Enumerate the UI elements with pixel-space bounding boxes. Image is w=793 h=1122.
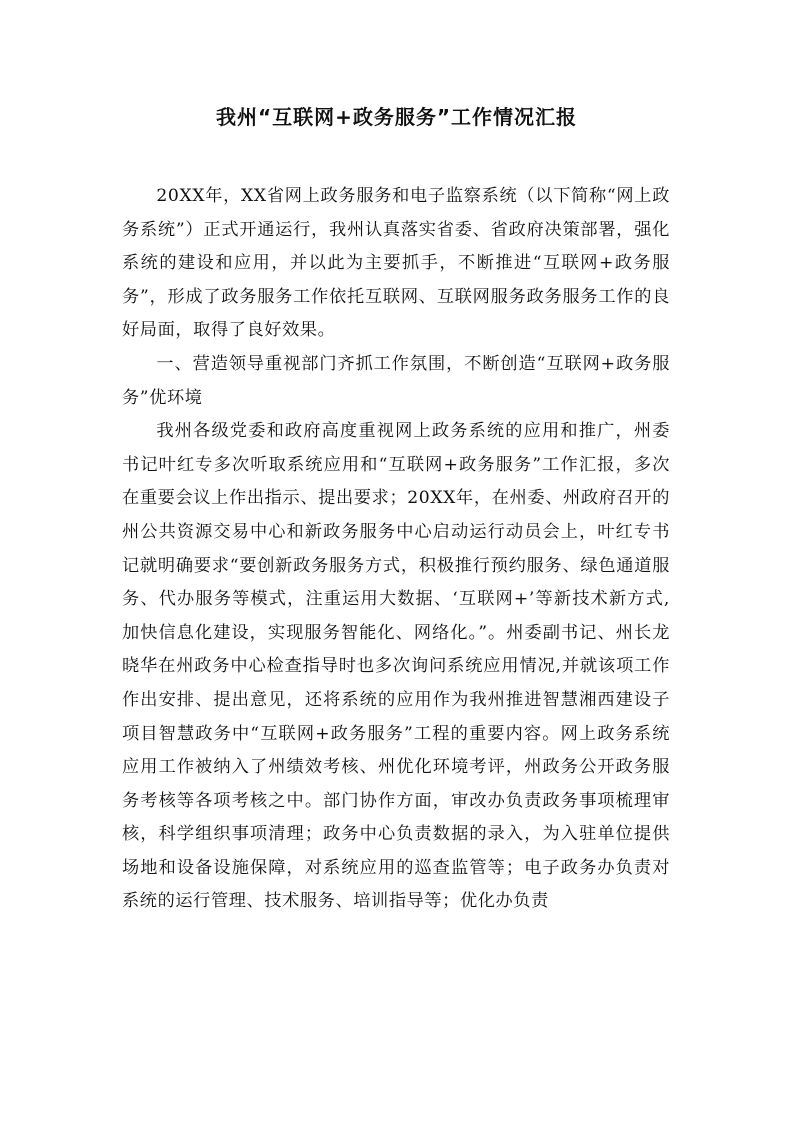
section-1-paragraph: 我州各级党委和政府高度重视网上政务系统的应用和推广，州委书记叶红专多次听取系统应用和“互联网+政务服务”工作汇报，多次在重要会议上作出指示、提出要求；20XX年，在州委、州政府召开的州公共资源交易中心和新政务服务中心启动运行动员会上，叶红专书记就明确要求“要创新政务服务方式，积极推行预约服务、绿色通道服务、代办服务等模式，注重运用大数据、‘互联网+’等新技术新方式,加快信息化建设，实现服务智能化、网络化。”。州委副书记、州长龙晓华在州政务中心检查指导时也多次询问系统应用情况,并就该项工作作出安排、提出意见，还将系统的应用作为我州推进智慧湘西建设子项目智慧政务中“互联网+政务服务”工程的重要内容。网上政务系统应用工作被纳入了州绩效考核、州优化环境考评，州政务公开政务服务考核等各项考核之中。部门协作方面，审改办负责政务事项梳理审核，科学组织事项清理；政务中心负责数据的录入，为入驻单位提供场地和设备设施保障，对系统应用的巡查监管等；电子政务办负责对系统的运行管理、技术服务、培训指导等；优化办负责 [122, 421, 670, 912]
document-body [122, 180, 670, 919]
intro-paragraph: 20XX年，XX省网上政务服务和电子监察系统（以下简称“网上政务系统”）正式开通运行，我州认真落实省委、省政府决策部署，强化系统的建设和应用，并以此为主要抓手，不断推进“互联网+政务服务”，形成了政务服务工作依托互联网、互联网服务政务服务工作的良好局面，取得了良好效果。 [122, 186, 670, 341]
section-heading-1: 一、营造领导重视部门齐抓工作氛围，不断创造“互联网+政务服务”优环境 [122, 353, 670, 408]
document-title: 我州“互联网+政务服务”工作情况汇报 [215, 105, 578, 129]
